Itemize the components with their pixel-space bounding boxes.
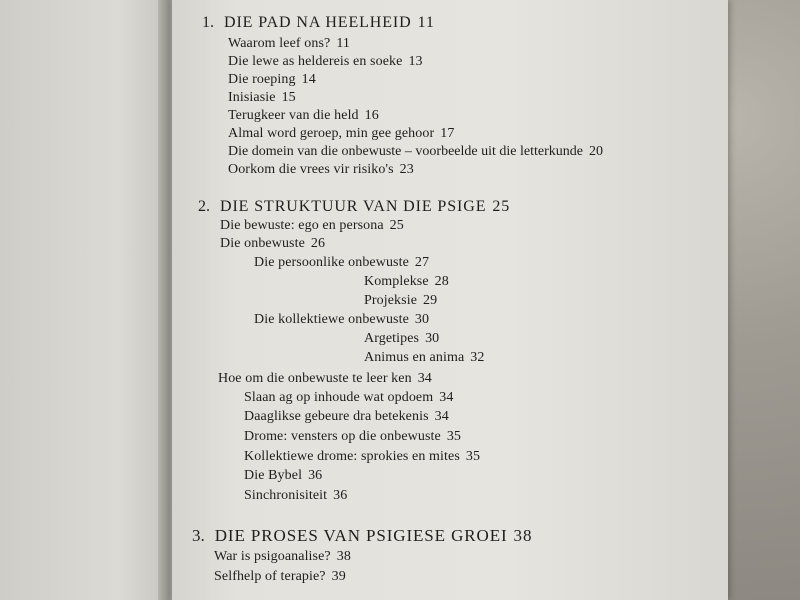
chapter-title: DIE STRUKTUUR VAN DIE PSIGE xyxy=(220,198,487,215)
entry-title: Kollektiewe drome: sprokies en mites xyxy=(244,449,460,464)
chapter-page: 25 xyxy=(492,198,511,215)
toc-entry xyxy=(228,90,296,106)
entry-title: Argetipes xyxy=(364,331,420,346)
entry-page: 25 xyxy=(389,218,404,233)
entry-title: Die domein van die onbewuste – voorbeelde uit die letterkunde xyxy=(228,144,583,159)
toc-entry xyxy=(218,371,432,387)
chapter-page: 38 xyxy=(513,526,533,545)
chapter-title: DIE PAD NA HEELHEID xyxy=(224,14,412,31)
entry-title: Selfhelp of terapie? xyxy=(214,569,326,584)
toc-entry xyxy=(244,390,453,406)
toc-entry xyxy=(254,255,429,271)
entry-page: 15 xyxy=(281,90,296,105)
entry-title: Inisiasie xyxy=(228,90,276,105)
chapter-title: DIE PROSES VAN PSIGIESE GROEI xyxy=(214,526,508,545)
entry-page: 30 xyxy=(414,312,430,327)
entry-title: Die lewe as heldereis en soeke xyxy=(228,54,403,69)
chapter-number: 3. xyxy=(192,526,205,545)
chapter-3-heading xyxy=(192,527,532,545)
entry-title: War is psigoanalise? xyxy=(214,549,331,564)
toc-entry xyxy=(364,274,449,290)
entry-title: Hoe om die onbewuste te leer ken xyxy=(218,371,412,386)
toc-entry xyxy=(220,236,325,252)
chapter-number: 1. xyxy=(202,14,214,31)
toc-entry xyxy=(244,488,347,504)
entry-title: Die onbewuste xyxy=(220,236,305,251)
toc-entry xyxy=(244,409,449,425)
entry-title: Die roeping xyxy=(228,72,296,87)
entry-title: Die bewuste: ego en persona xyxy=(220,218,384,233)
entry-page: 35 xyxy=(446,429,462,444)
entry-title: Waarom leef ons? xyxy=(228,36,331,51)
entry-page: 34 xyxy=(439,390,454,405)
left-page xyxy=(0,0,168,600)
entry-page: 36 xyxy=(308,468,323,483)
toc-entry xyxy=(220,218,404,234)
entry-title: Oorkom die vrees vir risiko's xyxy=(228,162,394,177)
entry-title: Sinchronisiteit xyxy=(244,488,328,503)
entry-page: 16 xyxy=(364,108,379,123)
entry-title: Drome: vensters op die onbewuste xyxy=(244,429,441,444)
entry-title: Die persoonlike onbewuste xyxy=(254,255,409,270)
toc-entry xyxy=(228,36,350,52)
toc-entry xyxy=(364,293,437,309)
entry-title: Komplekse xyxy=(364,274,429,289)
chapter-page: 11 xyxy=(417,14,435,31)
chapter-1-heading xyxy=(202,14,435,32)
entry-page: 27 xyxy=(414,255,430,270)
entry-title: Terugkeer van die held xyxy=(228,108,359,123)
chapter-2-heading xyxy=(198,198,510,216)
entry-title: Daaglikse gebeure dra betekenis xyxy=(244,409,429,424)
toc-entry xyxy=(254,312,429,328)
table-of-contents xyxy=(172,0,728,600)
entry-page: 23 xyxy=(399,162,414,177)
entry-page: 20 xyxy=(588,144,603,159)
entry-page: 26 xyxy=(310,236,326,251)
toc-entry xyxy=(228,144,603,160)
toc-entry xyxy=(228,162,414,178)
entry-title: Slaan ag op inhoude wat opdoem xyxy=(244,390,434,405)
entry-page: 14 xyxy=(301,72,316,87)
entry-title: Die Bybel xyxy=(244,468,303,483)
entry-page: 28 xyxy=(434,274,449,289)
toc-entry xyxy=(228,108,379,124)
entry-title: Projeksie xyxy=(364,293,418,308)
entry-page: 36 xyxy=(333,488,348,503)
entry-page: 39 xyxy=(331,569,346,584)
entry-title: Die kollektiewe onbewuste xyxy=(254,312,409,327)
toc-entry xyxy=(364,350,484,366)
contents-page xyxy=(172,0,728,600)
entry-page: 34 xyxy=(417,371,432,386)
entry-page: 34 xyxy=(434,409,449,424)
entry-page: 30 xyxy=(425,331,440,346)
entry-title: Animus en anima xyxy=(364,350,465,365)
chapter-number: 2. xyxy=(198,198,210,215)
toc-entry xyxy=(244,468,322,484)
entry-page: 35 xyxy=(465,449,481,464)
toc-entry xyxy=(214,569,346,585)
toc-entry xyxy=(228,126,454,142)
entry-title: Almal word geroep, min gee gehoor xyxy=(228,126,435,141)
entry-page: 17 xyxy=(440,126,455,141)
toc-entry xyxy=(228,54,423,70)
toc-entry xyxy=(214,549,351,565)
entry-page: 29 xyxy=(423,293,438,308)
entry-page: 11 xyxy=(336,36,351,51)
toc-entry xyxy=(244,429,461,445)
entry-page: 13 xyxy=(408,54,423,69)
toc-entry xyxy=(228,72,316,88)
entry-page: 38 xyxy=(336,549,351,564)
toc-entry xyxy=(244,449,480,465)
toc-entry xyxy=(364,331,439,347)
entry-page: 32 xyxy=(470,350,485,365)
